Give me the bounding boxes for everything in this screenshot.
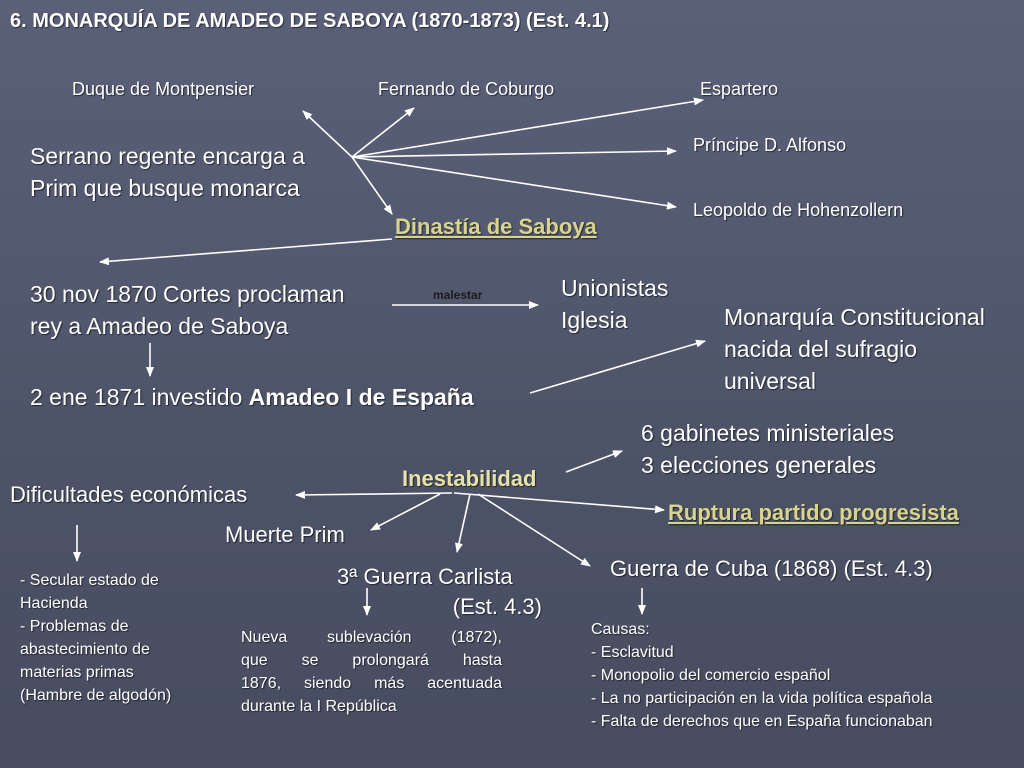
economic-difficulties-label: Dificultades económicas: [10, 482, 248, 507]
arrow-investiture-to-monarchy: [530, 341, 705, 393]
arrow-instability-to-cabinets: [566, 451, 622, 472]
arrow-instability-to-cuba: [478, 494, 590, 566]
progressive-party-rupture-label: Ruptura partido progresista: [668, 500, 959, 525]
third-carlist-war-label: 3ª Guerra Carlista (Est. 4.3): [337, 564, 542, 619]
constitutional-monarchy-text: Monarquía Constitucional nacida del sufragio universal: [724, 304, 985, 394]
cuba-war-causes: Causas: - Esclavitud - Monopolio del comercio español - La no participación en la vida política española - Falta de derechos que en España funcionaban: [591, 621, 933, 730]
candidate-montpensier: Duque de Montpensier: [72, 79, 255, 99]
arrow-instability-to-carlist: [457, 494, 470, 552]
arrow-saboya-to-proclamation: [100, 239, 392, 262]
arrow-instability-to-rupture: [454, 493, 664, 510]
economic-notes: - Secular estado de Hacienda - Problemas de abastecimiento de materias primas (Hambre de algodón): [20, 572, 172, 704]
arrow-to-alfonso: [352, 151, 676, 157]
malestar-label: malestar: [433, 288, 483, 302]
arrow-to-espartero: [352, 100, 703, 157]
slide-title: 6. MONARQUÍA DE AMADEO DE SABOYA (1870-1873) (Est. 4.1): [10, 10, 610, 32]
arrow-to-montpensier: [303, 111, 352, 157]
candidate-alfonso: Príncipe D. Alfonso: [693, 135, 847, 155]
carlist-war-note: Nueva sublevación (1872), que se prolongará hasta 1876, siendo más acentuada durante la I República: [241, 629, 502, 715]
arrow-to-hohenzollern: [352, 157, 676, 207]
proclamation-text: 30 nov 1870 Cortes proclaman rey a Amadeo de Saboya: [30, 281, 345, 339]
instability-label: Inestabilidad: [402, 466, 537, 491]
opponents-list: Unionistas Iglesia: [561, 275, 669, 333]
arrow-instability-to-economic: [296, 493, 452, 495]
cabinets-elections-text: 6 gabinetes ministeriales 3 elecciones generales: [641, 420, 895, 478]
investiture-text: 2 ene 1871 investido Amadeo I de España: [30, 384, 474, 410]
prim-death-label: Muerte Prim: [225, 522, 345, 547]
arrow-to-saboya: [352, 157, 392, 214]
serrano-regent-text: Serrano regente encarga a Prim que busque monarca: [30, 143, 305, 201]
arrow-instability-to-prim: [371, 494, 440, 530]
candidate-hohenzollern: Leopoldo de Hohenzollern: [693, 200, 904, 220]
arrow-to-coburgo: [352, 108, 414, 157]
dynasty-saboya-label: Dinastía de Saboya: [395, 214, 597, 239]
candidate-espartero: Espartero: [700, 79, 779, 99]
cuba-war-label: Guerra de Cuba (1868) (Est. 4.3): [610, 556, 933, 581]
candidate-coburgo: Fernando de Coburgo: [378, 79, 555, 99]
